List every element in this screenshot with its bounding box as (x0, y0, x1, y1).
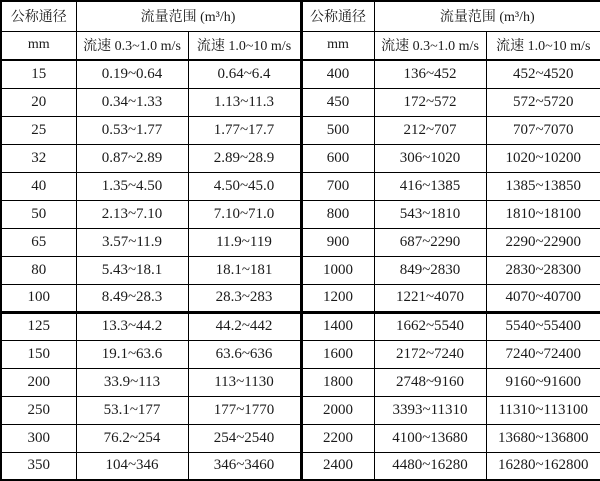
dn-cell: 2200 (301, 424, 374, 452)
flow-low-cell: 687~2290 (374, 228, 486, 256)
unit-header-right: mm (301, 31, 374, 60)
flow-low-cell: 543~1810 (374, 200, 486, 228)
flow-high-cell: 1.13~11.3 (188, 88, 301, 116)
flow-low-cell: 4480~16280 (374, 452, 486, 480)
flow-low-cell: 212~707 (374, 116, 486, 144)
flow-low-cell: 172~572 (374, 88, 486, 116)
flow-high-cell: 7240~72400 (486, 340, 600, 368)
dn-cell: 300 (1, 424, 76, 452)
flow-low-cell: 5.43~18.1 (76, 256, 188, 284)
flow-high-cell: 4070~40700 (486, 284, 600, 312)
dn-cell: 1600 (301, 340, 374, 368)
velocity-low-header-left: 流速 0.3~1.0 m/s (76, 31, 188, 60)
table-row (1, 424, 600, 452)
dn-cell: 1400 (301, 312, 374, 340)
flow-high-cell: 7.10~71.0 (188, 200, 301, 228)
flow-low-cell: 0.19~0.64 (76, 60, 188, 88)
dn-cell: 40 (1, 172, 76, 200)
flow-low-cell: 8.49~28.3 (76, 284, 188, 312)
flow-high-cell: 63.6~636 (188, 340, 301, 368)
flow-low-cell: 0.34~1.33 (76, 88, 188, 116)
table-row (1, 60, 600, 88)
header-row-2 (1, 31, 600, 60)
dn-cell: 150 (1, 340, 76, 368)
flow-low-cell: 4100~13680 (374, 424, 486, 452)
flow-high-cell: 707~7070 (486, 116, 600, 144)
velocity-high-header-left: 流速 1.0~10 m/s (188, 31, 301, 60)
flow-high-cell: 16280~162800 (486, 452, 600, 480)
flow-high-cell: 1385~13850 (486, 172, 600, 200)
table-body (1, 60, 600, 480)
table-row (1, 172, 600, 200)
dn-cell: 2400 (301, 452, 374, 480)
dn-cell: 800 (301, 200, 374, 228)
dn-cell: 2000 (301, 396, 374, 424)
flow-low-cell: 2.13~7.10 (76, 200, 188, 228)
flow-low-cell: 19.1~63.6 (76, 340, 188, 368)
flow-low-cell: 33.9~113 (76, 368, 188, 396)
flow-high-cell: 452~4520 (486, 60, 600, 88)
dn-cell: 50 (1, 200, 76, 228)
table-row (1, 144, 600, 172)
dn-cell: 20 (1, 88, 76, 116)
dn-cell: 100 (1, 284, 76, 312)
flow-high-cell: 4.50~45.0 (188, 172, 301, 200)
table-header (1, 1, 600, 60)
dn-cell: 125 (1, 312, 76, 340)
dn-cell: 65 (1, 228, 76, 256)
flow-high-cell: 1020~10200 (486, 144, 600, 172)
dn-cell: 350 (1, 452, 76, 480)
flow-high-cell: 0.64~6.4 (188, 60, 301, 88)
flow-high-cell: 254~2540 (188, 424, 301, 452)
table-row (1, 284, 600, 312)
dn-cell: 25 (1, 116, 76, 144)
flow-low-cell: 1662~5540 (374, 312, 486, 340)
table-row (1, 396, 600, 424)
flow-low-cell: 1221~4070 (374, 284, 486, 312)
flow-high-cell: 2290~22900 (486, 228, 600, 256)
table-row (1, 88, 600, 116)
flow-high-cell: 9160~91600 (486, 368, 600, 396)
table-row (1, 200, 600, 228)
header-row-1 (1, 1, 600, 31)
unit-header-left: mm (1, 31, 76, 60)
dn-cell: 15 (1, 60, 76, 88)
flow-high-cell: 28.3~283 (188, 284, 301, 312)
flow-high-cell: 572~5720 (486, 88, 600, 116)
dn-cell: 250 (1, 396, 76, 424)
flow-high-cell: 177~1770 (188, 396, 301, 424)
table-row (1, 340, 600, 368)
flow-low-cell: 3.57~11.9 (76, 228, 188, 256)
dn-cell: 1200 (301, 284, 374, 312)
table-row (1, 228, 600, 256)
dn-cell: 900 (301, 228, 374, 256)
table-row (1, 312, 600, 340)
flow-low-cell: 849~2830 (374, 256, 486, 284)
flow-high-cell: 13680~136800 (486, 424, 600, 452)
dn-cell: 500 (301, 116, 374, 144)
flow-high-cell: 346~3460 (188, 452, 301, 480)
flow-low-cell: 0.53~1.77 (76, 116, 188, 144)
flow-high-cell: 5540~55400 (486, 312, 600, 340)
velocity-high-header-right: 流速 1.0~10 m/s (486, 31, 600, 60)
flow-low-cell: 3393~11310 (374, 396, 486, 424)
flow-low-cell: 76.2~254 (76, 424, 188, 452)
flow-high-cell: 113~1130 (188, 368, 301, 396)
flow-high-cell: 11.9~119 (188, 228, 301, 256)
dn-cell: 1800 (301, 368, 374, 396)
flow-low-cell: 104~346 (76, 452, 188, 480)
velocity-low-header-right: 流速 0.3~1.0 m/s (374, 31, 486, 60)
flow-range-header-right: 流量范围 (m³/h) (374, 1, 600, 31)
flow-low-cell: 136~452 (374, 60, 486, 88)
dn-cell: 1000 (301, 256, 374, 284)
flow-high-cell: 1.77~17.7 (188, 116, 301, 144)
flow-low-cell: 13.3~44.2 (76, 312, 188, 340)
table-row (1, 116, 600, 144)
flow-high-cell: 1810~18100 (486, 200, 600, 228)
flow-high-cell: 2830~28300 (486, 256, 600, 284)
flow-high-cell: 18.1~181 (188, 256, 301, 284)
dn-cell: 200 (1, 368, 76, 396)
table-row (1, 256, 600, 284)
flow-low-cell: 53.1~177 (76, 396, 188, 424)
diameter-header-left: 公称通径 (1, 1, 76, 31)
dn-cell: 700 (301, 172, 374, 200)
flow-low-cell: 416~1385 (374, 172, 486, 200)
flow-low-cell: 2748~9160 (374, 368, 486, 396)
flow-high-cell: 2.89~28.9 (188, 144, 301, 172)
flow-high-cell: 44.2~442 (188, 312, 301, 340)
flow-low-cell: 306~1020 (374, 144, 486, 172)
flow-low-cell: 2172~7240 (374, 340, 486, 368)
table-row (1, 368, 600, 396)
table-row (1, 452, 600, 480)
dn-cell: 400 (301, 60, 374, 88)
flow-low-cell: 1.35~4.50 (76, 172, 188, 200)
dn-cell: 80 (1, 256, 76, 284)
flow-range-header-left: 流量范围 (m³/h) (76, 1, 301, 31)
dn-cell: 32 (1, 144, 76, 172)
flow-low-cell: 0.87~2.89 (76, 144, 188, 172)
dn-cell: 600 (301, 144, 374, 172)
flow-high-cell: 11310~113100 (486, 396, 600, 424)
dn-cell: 450 (301, 88, 374, 116)
diameter-header-right: 公称通径 (301, 1, 374, 31)
